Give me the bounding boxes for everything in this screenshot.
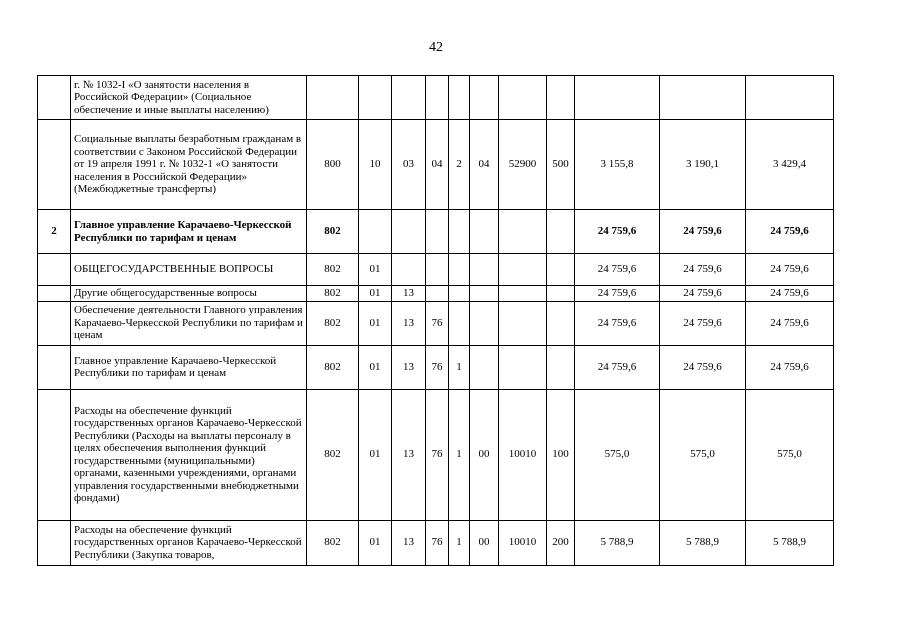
- amount-year1-cell: 24 759,6: [575, 345, 660, 389]
- section-code-cell: 01: [359, 286, 392, 302]
- grbs-code-cell: 800: [307, 120, 359, 210]
- program-code-cell: 76: [426, 389, 449, 520]
- expense-type-cell: 100: [547, 389, 575, 520]
- expense-type-cell: [547, 254, 575, 286]
- subprogram-code-cell: 1: [449, 389, 470, 520]
- amount-year3-cell: 24 759,6: [746, 210, 834, 254]
- section-code-cell: [359, 76, 392, 120]
- name-cell: Главное управление Карачаево-Черкесской Республики по тарифам и ценам: [71, 210, 307, 254]
- subsection-code-cell: 13: [392, 389, 426, 520]
- table-row-expenses-procurement: [38, 520, 834, 565]
- subprogram-code-cell: [449, 301, 470, 345]
- grbs-code-cell: 802: [307, 389, 359, 520]
- program-code-cell: [426, 210, 449, 254]
- direction-code-cell: 10010: [499, 520, 547, 565]
- direction-code-cell: [499, 286, 547, 302]
- amount-year2-cell: 575,0: [660, 389, 746, 520]
- section-code-cell: 01: [359, 254, 392, 286]
- amount-year3-cell: [746, 76, 834, 120]
- grbs-code-cell: 802: [307, 345, 359, 389]
- amount-year2-cell: 3 190,1: [660, 120, 746, 210]
- subsection-code-cell: 13: [392, 520, 426, 565]
- table-row-social-payments: [38, 120, 834, 210]
- grbs-code-cell: 802: [307, 301, 359, 345]
- subprogram-code-cell: [449, 254, 470, 286]
- program-code-cell: [426, 76, 449, 120]
- direction-code-cell: [499, 210, 547, 254]
- subsection-code-cell: 13: [392, 301, 426, 345]
- event-code-cell: 00: [470, 520, 499, 565]
- amount-year1-cell: 5 788,9: [575, 520, 660, 565]
- subsection-code-cell: 13: [392, 286, 426, 302]
- event-code-cell: [470, 76, 499, 120]
- table-row-expenses-personnel: [38, 389, 834, 520]
- direction-code-cell: [499, 301, 547, 345]
- subprogram-code-cell: 1: [449, 520, 470, 565]
- expense-type-cell: 200: [547, 520, 575, 565]
- amount-year2-cell: 24 759,6: [660, 345, 746, 389]
- subsection-code-cell: [392, 76, 426, 120]
- amount-year1-cell: 24 759,6: [575, 254, 660, 286]
- subprogram-code-cell: [449, 76, 470, 120]
- expense-type-cell: [547, 301, 575, 345]
- program-code-cell: [426, 254, 449, 286]
- name-cell: Социальные выплаты безработным гражданам в соответствии с Законом Российской Федерации от 19 апреля 1991 г. № 1032-1 «О занятости населения в Российской Федерации» (Межбюджетные трансферты): [71, 120, 307, 210]
- direction-code-cell: [499, 76, 547, 120]
- amount-year3-cell: 3 429,4: [746, 120, 834, 210]
- name-cell: Главное управление Карачаево-Черкесской Республики по тарифам и ценам: [71, 345, 307, 389]
- name-cell: Расходы на обеспечение функций государственных органов Карачаево-Черкесской Республики (Закупка товаров,: [71, 520, 307, 565]
- section-code-cell: [359, 210, 392, 254]
- page-number: 42: [429, 40, 443, 55]
- expense-type-cell: [547, 210, 575, 254]
- grbs-code-cell: 802: [307, 210, 359, 254]
- expense-type-cell: 500: [547, 120, 575, 210]
- expense-type-cell: [547, 286, 575, 302]
- amount-year1-cell: 24 759,6: [575, 301, 660, 345]
- expense-type-cell: [547, 345, 575, 389]
- grbs-code-cell: 802: [307, 254, 359, 286]
- section-code-cell: 01: [359, 345, 392, 389]
- expense-type-cell: [547, 76, 575, 120]
- subprogram-code-cell: 2: [449, 120, 470, 210]
- subprogram-code-cell: [449, 210, 470, 254]
- subsection-code-cell: [392, 210, 426, 254]
- amount-year3-cell: 5 788,9: [746, 520, 834, 565]
- subsection-code-cell: 13: [392, 345, 426, 389]
- event-code-cell: [470, 210, 499, 254]
- subprogram-code-cell: [449, 286, 470, 302]
- section-code-cell: 01: [359, 301, 392, 345]
- subprogram-code-cell: 1: [449, 345, 470, 389]
- amount-year1-cell: 575,0: [575, 389, 660, 520]
- grbs-code-cell: 802: [307, 520, 359, 565]
- event-code-cell: 04: [470, 120, 499, 210]
- table-row-other-issues: [38, 286, 834, 302]
- event-code-cell: 00: [470, 389, 499, 520]
- grbs-code-cell: [307, 76, 359, 120]
- table-row-department: [38, 345, 834, 389]
- amount-year3-cell: 24 759,6: [746, 345, 834, 389]
- row-number-cell: [38, 301, 71, 345]
- row-number-cell: [38, 389, 71, 520]
- subsection-code-cell: [392, 254, 426, 286]
- grbs-code-cell: 802: [307, 286, 359, 302]
- event-code-cell: [470, 286, 499, 302]
- row-number-cell: [38, 520, 71, 565]
- amount-year2-cell: 24 759,6: [660, 301, 746, 345]
- program-code-cell: 04: [426, 120, 449, 210]
- program-code-cell: 76: [426, 520, 449, 565]
- section-code-cell: 10: [359, 120, 392, 210]
- name-cell: г. № 1032-I «О занятости населения в Российской Федерации» (Социальное обеспечение и иные выплаты населению): [71, 76, 307, 120]
- program-code-cell: [426, 286, 449, 302]
- program-code-cell: 76: [426, 345, 449, 389]
- amount-year2-cell: 24 759,6: [660, 254, 746, 286]
- amount-year3-cell: 24 759,6: [746, 286, 834, 302]
- name-cell: ОБЩЕГОСУДАРСТВЕННЫЕ ВОПРОСЫ: [71, 254, 307, 286]
- program-code-cell: 76: [426, 301, 449, 345]
- budget-table: [37, 75, 834, 566]
- section-code-cell: 01: [359, 389, 392, 520]
- amount-year3-cell: 24 759,6: [746, 254, 834, 286]
- amount-year2-cell: [660, 76, 746, 120]
- name-cell: Другие общегосударственные вопросы: [71, 286, 307, 302]
- amount-year3-cell: 575,0: [746, 389, 834, 520]
- amount-year3-cell: 24 759,6: [746, 301, 834, 345]
- amount-year2-cell: 24 759,6: [660, 210, 746, 254]
- section-code-cell: 01: [359, 520, 392, 565]
- amount-year1-cell: 3 155,8: [575, 120, 660, 210]
- direction-code-cell: 52900: [499, 120, 547, 210]
- direction-code-cell: 10010: [499, 389, 547, 520]
- amount-year1-cell: [575, 76, 660, 120]
- row-number-cell: [38, 76, 71, 120]
- event-code-cell: [470, 301, 499, 345]
- amount-year1-cell: 24 759,6: [575, 286, 660, 302]
- event-code-cell: [470, 254, 499, 286]
- event-code-cell: [470, 345, 499, 389]
- direction-code-cell: [499, 345, 547, 389]
- table-row-continuation: [38, 76, 834, 120]
- subsection-code-cell: 03: [392, 120, 426, 210]
- table-row-general-issues: [38, 254, 834, 286]
- name-cell: Обеспечение деятельности Главного управления Карачаево-Черкесской Республики по тарифам и ценам: [71, 301, 307, 345]
- table-row-main-department: [38, 210, 834, 254]
- direction-code-cell: [499, 254, 547, 286]
- row-number-cell: [38, 286, 71, 302]
- amount-year2-cell: 5 788,9: [660, 520, 746, 565]
- name-cell: Расходы на обеспечение функций государственных органов Карачаево-Черкесской Республики (Расходы на выплаты персоналу в целях обеспечения выполнения функций государственными (муниципальными) органами, казенными учреждениями, органами управления государственными внебюджетными фондами): [71, 389, 307, 520]
- row-number-cell: [38, 345, 71, 389]
- row-number-cell: [38, 254, 71, 286]
- row-number-cell: 2: [38, 210, 71, 254]
- row-number-cell: [38, 120, 71, 210]
- table-row-department-support: [38, 301, 834, 345]
- amount-year1-cell: 24 759,6: [575, 210, 660, 254]
- amount-year2-cell: 24 759,6: [660, 286, 746, 302]
